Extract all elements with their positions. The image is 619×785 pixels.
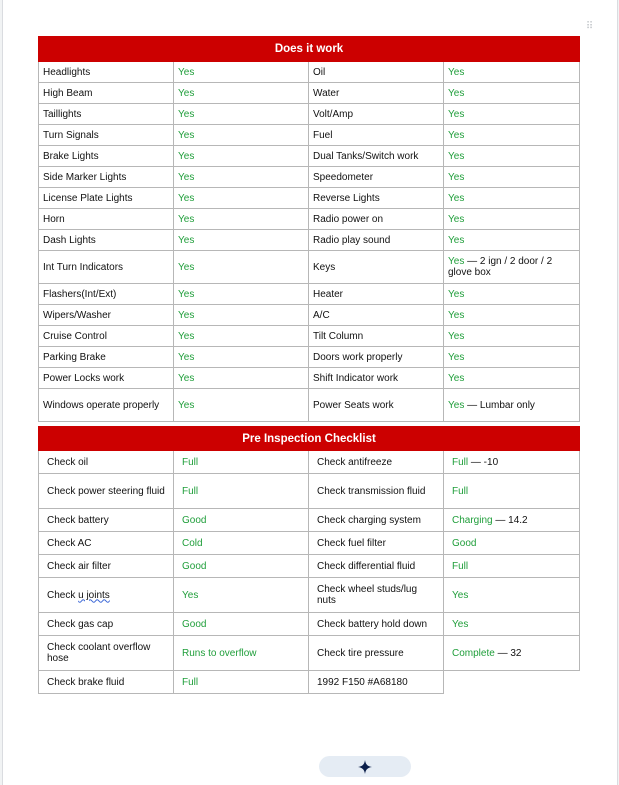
status-value: Yes [178, 288, 195, 300]
value-cell [444, 613, 580, 636]
item-label: Check oil [47, 456, 89, 468]
label-cell [39, 146, 174, 167]
label-cell [309, 188, 444, 209]
label-cell [39, 83, 174, 104]
item-label: Volt/Amp [313, 108, 354, 120]
status-value: Yes [178, 66, 195, 78]
table-row [39, 83, 580, 104]
status-value: Full [452, 456, 469, 468]
label-cell [309, 167, 444, 188]
value-cell [174, 347, 309, 368]
label-cell [309, 347, 444, 368]
status-value: Yes [448, 129, 465, 141]
does-it-work-table [38, 36, 580, 422]
value-cell [444, 167, 580, 188]
item-label: Doors work properly [313, 351, 403, 363]
item-label: Int Turn Indicators [43, 261, 124, 273]
item-label: Check air filter [47, 560, 111, 572]
label-cell [309, 146, 444, 167]
item-label: Check [47, 589, 79, 601]
table-row [39, 368, 580, 389]
item-label: Oil [313, 66, 326, 78]
label-cell [309, 83, 444, 104]
value-cell [174, 474, 309, 509]
value-cell [174, 83, 309, 104]
label-cell [39, 230, 174, 251]
label-cell [309, 451, 444, 474]
label-cell [39, 167, 174, 188]
value-note: — -10 [468, 456, 499, 468]
table-row [39, 104, 580, 125]
status-value: Yes [448, 66, 465, 78]
status-value: Good [182, 514, 207, 526]
item-label: Dash Lights [43, 234, 96, 246]
value-cell [444, 326, 580, 347]
value-cell [174, 636, 309, 671]
value-cell [174, 146, 309, 167]
value-cell [444, 555, 580, 578]
item-label: Check brake fluid [47, 676, 125, 688]
status-value: Yes [448, 372, 465, 384]
status-value: Yes [178, 171, 195, 183]
item-label: A/C [313, 309, 330, 321]
label-cell [309, 104, 444, 125]
value-cell [174, 368, 309, 389]
value-cell [174, 188, 309, 209]
table-row [39, 209, 580, 230]
status-value: Yes [178, 129, 195, 141]
status-value: Yes [448, 108, 465, 120]
value-cell [444, 578, 580, 613]
value-cell [444, 62, 580, 83]
item-label: Reverse Lights [313, 192, 380, 204]
value-cell [174, 209, 309, 230]
table-row [39, 671, 580, 694]
status-value: Full [452, 485, 469, 497]
value-cell [444, 509, 580, 532]
label-cell [309, 284, 444, 305]
table-row [39, 284, 580, 305]
label-cell [39, 636, 174, 671]
item-label: Power Locks work [43, 372, 125, 384]
status-value: Yes [448, 171, 465, 183]
item-label: Tilt Column [313, 330, 364, 342]
item-label: Speedometer [313, 171, 374, 183]
value-cell [444, 104, 580, 125]
label-cell [39, 555, 174, 578]
item-label: Check antifreeze [317, 456, 393, 468]
label-cell [39, 368, 174, 389]
status-value: Complete [452, 647, 495, 659]
label-cell [39, 347, 174, 368]
status-value: Yes [448, 213, 465, 225]
status-value: Yes [448, 330, 465, 342]
label-cell [309, 474, 444, 509]
item-label: Check charging system [317, 514, 421, 526]
value-cell [444, 389, 580, 422]
status-value: Yes [448, 399, 465, 411]
value-cell [444, 368, 580, 389]
item-label: Check AC [47, 537, 92, 549]
value-cell [444, 125, 580, 146]
pre-inspection-checklist-table [38, 426, 580, 694]
status-value: Yes [178, 150, 195, 162]
status-value: Runs to overflow [182, 647, 257, 659]
status-value: Full [182, 485, 199, 497]
status-value: Yes [178, 192, 195, 204]
status-value: Yes [448, 309, 465, 321]
value-cell [174, 305, 309, 326]
item-label: Check power steering fluid [47, 485, 165, 497]
value-cell [174, 671, 309, 694]
table-row [39, 230, 580, 251]
item-label: Check coolant overflow hose [47, 642, 151, 664]
table-title: Does it work [39, 37, 580, 62]
label-cell [39, 62, 174, 83]
value-note: — 32 [494, 647, 522, 659]
label-cell [309, 251, 444, 284]
status-value: Yes [178, 261, 195, 273]
status-value: Yes [448, 87, 465, 99]
value-cell [444, 474, 580, 509]
label-cell [309, 636, 444, 671]
status-value: Yes [178, 87, 195, 99]
table-row [39, 347, 580, 368]
value-cell [444, 284, 580, 305]
item-label: 1992 F150 #A68180 [317, 676, 408, 688]
assistant-button[interactable] [319, 756, 411, 777]
status-value: Yes [448, 192, 465, 204]
value-cell [444, 305, 580, 326]
table-row [39, 509, 580, 532]
label-cell [39, 613, 174, 636]
value-cell [174, 326, 309, 347]
value-cell [444, 636, 580, 671]
status-value: Full [182, 456, 199, 468]
value-cell [174, 62, 309, 83]
table-row [39, 326, 580, 347]
table-row [39, 146, 580, 167]
item-label: Windows operate properly [43, 399, 160, 411]
status-value: Yes [178, 108, 195, 120]
value-cell [444, 230, 580, 251]
value-cell [174, 389, 309, 422]
table-row [39, 251, 580, 284]
label-cell [309, 305, 444, 326]
item-label: Keys [313, 261, 336, 273]
label-cell [39, 284, 174, 305]
item-label: Check differential fluid [317, 560, 416, 572]
status-value: Yes [452, 618, 469, 630]
table-row [39, 305, 580, 326]
status-value: Yes [178, 213, 195, 225]
empty-cell [444, 671, 580, 694]
table-row [39, 389, 580, 422]
value-note: — Lumbar only [464, 399, 535, 411]
value-cell [444, 83, 580, 104]
value-note: — 2 ign / 2 door / 2 glove box [448, 256, 553, 278]
status-value: Yes [448, 150, 465, 162]
label-cell [309, 671, 444, 694]
status-value: Yes [182, 589, 199, 601]
table-row [39, 125, 580, 146]
item-label: Check battery hold down [317, 618, 428, 630]
spellcheck-word[interactable]: u joints [78, 589, 110, 601]
table-row [39, 62, 580, 83]
status-value: Yes [448, 234, 465, 246]
status-value: Yes [448, 256, 465, 267]
status-value: Cold [182, 537, 203, 549]
value-cell [174, 104, 309, 125]
label-cell [309, 613, 444, 636]
status-value: Yes [452, 589, 469, 601]
value-cell [174, 230, 309, 251]
value-cell [444, 347, 580, 368]
value-cell [444, 188, 580, 209]
value-cell [444, 209, 580, 230]
item-label: Side Marker Lights [43, 171, 127, 183]
item-label: Dual Tanks/Switch work [313, 150, 419, 162]
label-cell [309, 230, 444, 251]
value-cell [174, 532, 309, 555]
item-label: Radio power on [313, 213, 384, 225]
label-cell [309, 389, 444, 422]
item-label: Check fuel filter [317, 537, 386, 549]
status-value: Yes [178, 234, 195, 246]
value-cell [174, 509, 309, 532]
label-cell [39, 389, 174, 422]
item-label: Horn [43, 213, 65, 225]
value-cell [174, 451, 309, 474]
value-cell [174, 167, 309, 188]
item-label: Shift Indicator work [313, 372, 399, 384]
table-row [39, 167, 580, 188]
label-cell [309, 125, 444, 146]
label-cell [39, 125, 174, 146]
status-value: Full [452, 560, 469, 572]
item-label: Brake Lights [43, 150, 99, 162]
item-label: Check battery [47, 514, 109, 526]
table-row [39, 636, 580, 671]
item-label: Check transmission fluid [317, 485, 426, 497]
item-label: Flashers(Int/Ext) [43, 288, 117, 300]
label-cell [39, 671, 174, 694]
status-value: Charging [452, 514, 493, 526]
status-value: Good [182, 560, 207, 572]
item-label: Parking Brake [43, 351, 106, 363]
item-label: Power Seats work [313, 399, 394, 411]
value-cell [174, 125, 309, 146]
value-cell [444, 146, 580, 167]
item-label: License Plate Lights [43, 192, 133, 204]
status-value: Yes [178, 351, 195, 363]
label-cell [39, 251, 174, 284]
item-label: Wipers/Washer [43, 309, 111, 321]
value-cell [174, 578, 309, 613]
label-cell [309, 532, 444, 555]
table-row [39, 555, 580, 578]
item-label: Headlights [43, 66, 91, 78]
item-label: Heater [313, 288, 344, 300]
item-label: Check tire pressure [317, 647, 404, 659]
status-value: Yes [178, 372, 195, 384]
label-cell [309, 209, 444, 230]
table-row [39, 578, 580, 613]
value-cell [174, 613, 309, 636]
table-row [39, 188, 580, 209]
table-title: Pre Inspection Checklist [39, 427, 580, 451]
label-cell [309, 555, 444, 578]
value-cell [444, 451, 580, 474]
value-cell [444, 532, 580, 555]
status-value: Good [452, 537, 477, 549]
sparkle-icon [358, 760, 372, 774]
table-row [39, 474, 580, 509]
label-cell [39, 104, 174, 125]
table-row [39, 451, 580, 474]
item-label: Cruise Control [43, 330, 107, 342]
item-label: Radio play sound [313, 234, 391, 246]
table-row [39, 532, 580, 555]
table-row [39, 613, 580, 636]
status-value: Yes [448, 351, 465, 363]
item-label: Check gas cap [47, 618, 114, 630]
label-cell [309, 578, 444, 613]
label-cell [39, 451, 174, 474]
label-cell [39, 474, 174, 509]
label-cell [39, 509, 174, 532]
status-value: Full [182, 676, 199, 688]
item-label: High Beam [43, 87, 93, 99]
item-label: Turn Signals [43, 129, 99, 141]
drag-handle-icon[interactable]: ⠿ [585, 21, 594, 32]
status-value: Yes [448, 288, 465, 300]
value-note: — 14.2 [492, 514, 528, 526]
label-cell [309, 368, 444, 389]
item-label: Taillights [43, 108, 82, 120]
label-cell [39, 532, 174, 555]
value-cell [174, 251, 309, 284]
item-label: Check wheel studs/lug nuts [317, 584, 418, 606]
label-cell [39, 305, 174, 326]
label-cell [309, 326, 444, 347]
value-cell [174, 555, 309, 578]
label-cell [309, 62, 444, 83]
label-cell [39, 578, 174, 613]
value-cell [174, 284, 309, 305]
label-cell [39, 188, 174, 209]
item-label: Water [313, 87, 340, 99]
label-cell [309, 509, 444, 532]
value-cell [444, 251, 580, 284]
status-value: Good [182, 618, 207, 630]
status-value: Yes [178, 330, 195, 342]
label-cell [39, 209, 174, 230]
label-cell [39, 326, 174, 347]
status-value: Yes [178, 309, 195, 321]
item-label: Fuel [313, 129, 333, 141]
status-value: Yes [178, 399, 195, 411]
